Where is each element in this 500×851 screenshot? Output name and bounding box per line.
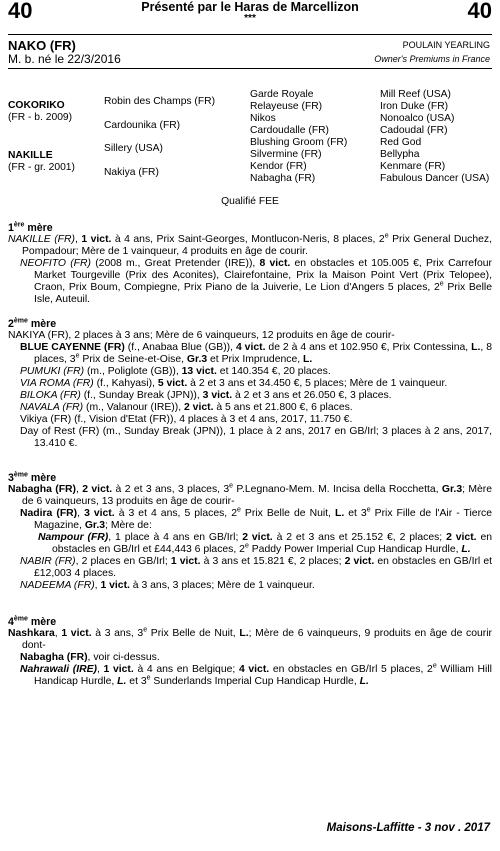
pedigree-sire-info: (FR - b. 2009) — [8, 112, 73, 123]
pedigree-gen2: Robin des Champs (FR) — [104, 96, 216, 107]
identity-divider — [8, 68, 492, 69]
horse-birth: M. b. né le 22/3/2016 — [8, 52, 121, 66]
pedigree-gen4: Mill Reef (USA) — [380, 89, 451, 100]
stars-rating: *** — [244, 13, 256, 24]
pedigree-sire: COKORIKO — [8, 100, 65, 111]
section-heading: 4ème mère — [8, 615, 57, 628]
section-second-dam — [8, 318, 492, 450]
consignor-title: Présenté par le Haras de Marcellizon — [141, 0, 359, 14]
sale-location-date: Maisons-Laffitte - 3 nov . 2017 — [326, 822, 490, 834]
produce-record: BILOKA (FR) (f., Sunday Break (JPN)), 3 vict. à 2 et 3 ans et 26.050 €, 3 places. — [20, 390, 392, 401]
header-divider — [8, 34, 492, 35]
lot-number: 40 — [8, 0, 33, 23]
pedigree-gen4: Kenmare (FR) — [380, 161, 446, 172]
pedigree-gen3: Kendor (FR) — [250, 161, 307, 172]
produce-record: PUMUKI (FR) (m., Poliglote (GB)), 13 vict. et 140.354 €, 20 places. — [20, 366, 331, 377]
pedigree-gen4: Bellypha — [380, 149, 420, 160]
produce-record: Nadira (FR), 3 vict. à 3 et 4 ans, 5 places, 2e Prix Belle de Nuit, L. et 3e Prix Fille de l'Air - Tierce Magazine, Gr.3; Mère de: — [20, 506, 493, 531]
pedigree-gen2: Nakiya (FR) — [104, 167, 159, 178]
produce-record: Vikiya (FR) (f., Vision d'Etat (FR)), 4 places à 3 et 4 ans, 2017, 11.750 €. — [20, 414, 353, 425]
pedigree-gen4: Red God — [380, 137, 422, 148]
section-heading: 2ème mère — [8, 317, 57, 330]
produce-record: NADEEMA (FR), 1 vict. à 3 ans, 3 places; Mère de 1 vainqueur. — [20, 580, 315, 591]
section-fourth-dam — [8, 616, 492, 688]
pedigree-gen4: Fabulous Dancer (USA) — [380, 173, 490, 184]
section-heading: 3ème mère — [8, 471, 57, 484]
pedigree-dam: NAKILLE — [8, 150, 53, 161]
lot-number-right: 40 — [467, 0, 492, 23]
pedigree-gen3: Garde Royale — [250, 89, 314, 100]
produce-record: Nahrawali (IRE), 1 vict. à 4 ans en Belgique; 4 vict. en obstacles en GB/Irl 5 places, 2e William Hill Handicap Hurdle, L. et 3e Sunderlands Imperial Cup Handicap Hurdle, L. — [20, 662, 492, 687]
pedigree-gen3: Silvermine (FR) — [250, 149, 322, 160]
horse-category: POULAIN YEARLING — [402, 40, 490, 50]
pedigree-gen4: Iron Duke (FR) — [380, 101, 449, 112]
produce-record: Day of Rest (FR) (m., Sunday Break (JPN)), 1 place à 2 ans, 2017 en GB/Irl; 3 places à 2 ans, 2017, 13.410 €. — [20, 426, 492, 449]
dam-record: Nashkara, 1 vict. à 3 ans, 3e Prix Belle de Nuit, L.; Mère de 6 vainqueurs, 9 produits en âge de courir dont- — [8, 626, 492, 651]
pedigree-gen3: Nabagha (FR) — [250, 173, 316, 184]
qualification: Qualifié FEE — [221, 196, 279, 207]
produce-record: NABIR (FR), 2 places en GB/Irl; 1 vict. à 3 ans et 15.821 €, 2 places; 2 vict. en obstacles en GB/Irl et £12,003 4 places. — [20, 556, 492, 579]
produce-record: VIA ROMA (FR) (f., Kahyasi), 5 vict. à 2 et 3 ans et 34.450 €, 5 places; Mère de 1 vainqueur. — [20, 378, 448, 389]
pedigree-gen4: Cadoudal (FR) — [380, 125, 448, 136]
pedigree-dam-info: (FR - gr. 2001) — [8, 162, 75, 173]
pedigree-gen2: Cardounika (FR) — [104, 120, 181, 131]
pedigree-gen3: Blushing Groom (FR) — [250, 137, 348, 148]
dam-record: Nabagha (FR), 2 vict. à 2 et 3 ans, 3 places, 3e P.Legnano-Mem. M. Incisa della Rocchetta, Gr.3; Mère de 6 vainqueurs, 13 produits en âge de courir- — [8, 482, 493, 507]
dam-record: NAKILLE (FR), 1 vict. à 4 ans, Prix Saint-Georges, Montlucon-Neris, 8 places, 2e Prix General Duchez, Pompadour; Mère de 1 vainqueur, 4 produits en âge de courir. — [8, 232, 492, 257]
pedigree-gen3: Cardoudalle (FR) — [250, 125, 329, 136]
pedigree-gen3: Nikos — [250, 113, 276, 124]
section-third-dam — [8, 472, 492, 592]
premium-note: Owner's Premiums in France — [374, 54, 490, 64]
section-first-dam — [8, 222, 492, 306]
dam-record: NAKIYA (FR), 2 places à 3 ans; Mère de 6 vainqueurs, 12 produits en âge de courir- — [8, 330, 395, 341]
section-heading: 1ère mère — [8, 221, 53, 234]
produce-record: Nabagha (FR), voir ci-dessus. — [20, 652, 160, 663]
produce-record: NEOFITO (FR) (2008 m., Great Pretender (IRE)), 8 vict. en obstacles et 105.005 €, Prix Carrefour Market Tourgeville (Prix des Aconites), Clairefontaine, Prix la Maison Point Vert (Prix Telopee), Craon, Prix Boum, Compiegne, Prix Piano de la Juiverie, Le Lion d'Angers 5 places, 2e Prix Belle Isle, Auteuil. — [20, 258, 492, 305]
pedigree-gen4: Nonoalco (USA) — [380, 113, 455, 124]
produce-record: BLUE CAYENNE (FR) (f., Anabaa Blue (GB)), 4 vict. de 2 à 4 ans et 102.950 €, Prix Contessina, L., 8 places, 3e Prix de Seine-et-Oise, Gr.3 et Prix Imprudence, L. — [20, 342, 492, 365]
pedigree-gen2: Sillery (USA) — [104, 143, 163, 154]
produce-record: NAVALA (FR) (m., Valanour (IRE)), 2 vict. à 5 ans et 21.800 €, 6 places. — [20, 402, 353, 413]
horse-name: NAKO (FR) — [8, 38, 76, 53]
pedigree-gen3: Relayeuse (FR) — [250, 101, 323, 112]
produce-record: Nampour (FR), 1 place à 4 ans en GB/Irl; 2 vict. à 2 et 3 ans et 25.152 €, 2 places; 2 vict. en obstacles en GB/Irl et £44,443 6 places, 2e Paddy Power Imperial Cup Handicap Hurdle, L. — [38, 532, 492, 555]
